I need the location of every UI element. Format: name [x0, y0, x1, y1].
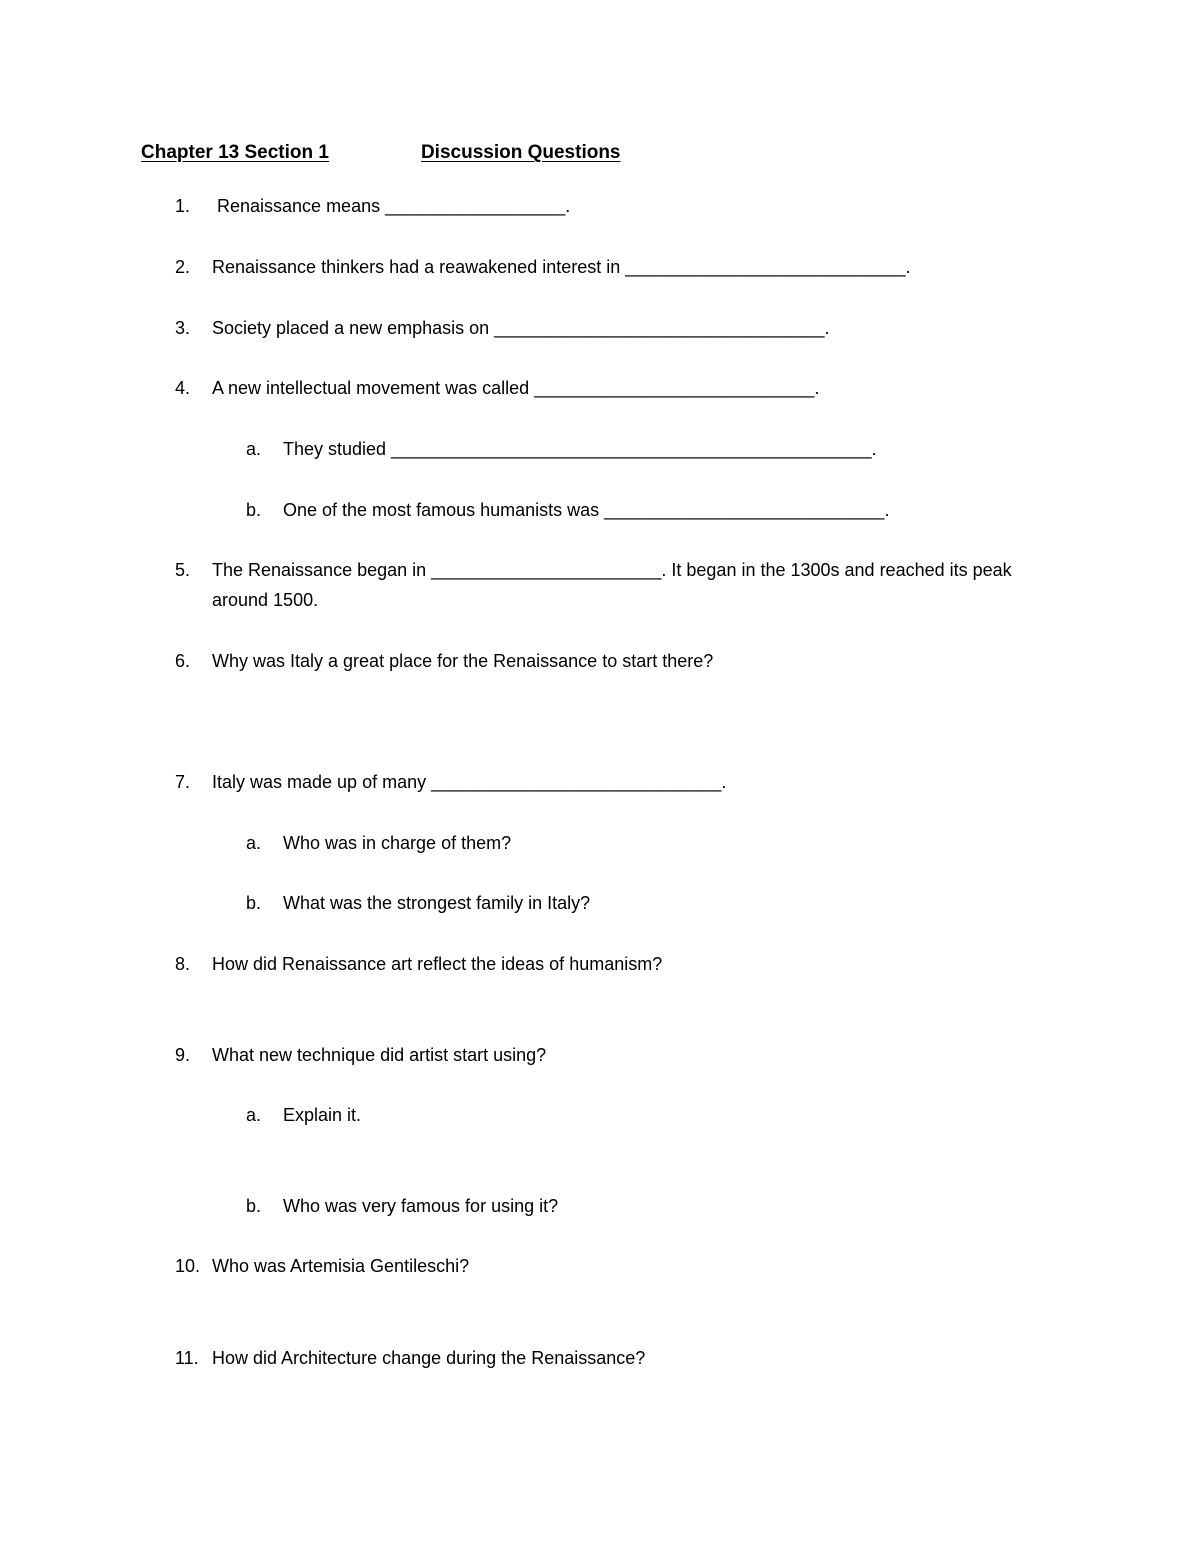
question-number: 8. [175, 954, 191, 974]
question-text: Why was Italy a great place for the Renaissance to start there? [212, 651, 714, 671]
question-number: 3. [175, 318, 191, 338]
subquestion-text: They studied ________________________________________________. [283, 439, 877, 459]
question-text: Society placed a new emphasis on _________________________________. [212, 318, 830, 338]
question-number: 4. [175, 378, 191, 398]
subquestion-letter: a. [246, 439, 262, 459]
page-title [141, 142, 621, 164]
subquestion-text: Who was very famous for using it? [283, 1196, 559, 1216]
question-number: 6. [175, 651, 191, 671]
question-text: A new intellectual movement was called ____________________________. [212, 378, 820, 398]
discussion-heading: Discussion Questions [420, 142, 621, 163]
question-text: How did Architecture change during the Renaissance? [212, 1348, 646, 1368]
question-text: The Renaissance began in _______________________. It began in the 1300s and reached its peak around 1500. [212, 560, 1012, 610]
question-number: 9. [175, 1045, 191, 1065]
subquestion-text: One of the most famous humanists was ____________________________. [283, 500, 890, 520]
question-number: 10. [175, 1256, 201, 1276]
question-text: Renaissance means __________________. [212, 196, 571, 216]
question-text: What new technique did artist start using? [212, 1045, 547, 1065]
subquestion-letter: a. [246, 833, 262, 853]
question-text: Italy was made up of many _____________________________. [212, 772, 727, 792]
chapter-heading: Chapter 13 Section 1 [141, 142, 329, 163]
question-text: How did Renaissance art reflect the ideas of humanism? [212, 954, 663, 974]
subquestion-letter: b. [246, 893, 262, 913]
question-text: Who was Artemisia Gentileschi? [212, 1256, 470, 1276]
subquestion-letter: b. [246, 1196, 262, 1216]
question-number: 1. [175, 196, 191, 216]
subquestion-text: What was the strongest family in Italy? [283, 893, 591, 913]
subquestion-text: Explain it. [283, 1105, 362, 1125]
question-number: 2. [175, 257, 191, 277]
subquestion-letter: a. [246, 1105, 262, 1125]
subquestion-letter: b. [246, 500, 262, 520]
subquestion-text: Who was in charge of them? [283, 833, 512, 853]
question-text: Renaissance thinkers had a reawakened interest in ____________________________. [212, 257, 911, 277]
question-number: 7. [175, 772, 191, 792]
question-number: 11. [175, 1348, 199, 1368]
question-number: 5. [175, 560, 191, 580]
